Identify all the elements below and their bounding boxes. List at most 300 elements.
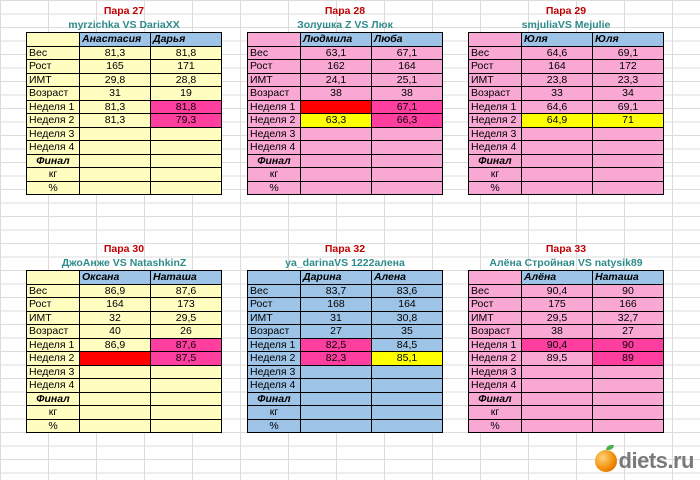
- table-cell: [151, 141, 222, 155]
- table-cell: 69,1: [593, 100, 664, 114]
- row-label: Неделя 4: [469, 379, 522, 393]
- table-cell: 34: [593, 87, 664, 101]
- row-label: Финал: [248, 392, 301, 406]
- table-cell: [80, 379, 151, 393]
- table-row: [248, 114, 443, 128]
- header-row: [469, 271, 664, 285]
- table-cell: [151, 127, 222, 141]
- table-cell: [301, 100, 372, 114]
- table-row: [469, 46, 664, 60]
- table-row: [248, 392, 443, 406]
- table-cell: [301, 379, 372, 393]
- table-row: [27, 73, 222, 87]
- table-cell: 83,6: [372, 284, 443, 298]
- participant-name: Алёна: [522, 271, 593, 285]
- header-row: [248, 271, 443, 285]
- table-cell: 81,3: [80, 114, 151, 128]
- table-row: [469, 365, 664, 379]
- row-label: Неделя 1: [248, 100, 301, 114]
- table-row: [469, 325, 664, 339]
- table-row: [248, 127, 443, 141]
- table-cell: 29,5: [522, 311, 593, 325]
- table-row: [27, 181, 222, 195]
- table-cell: [593, 392, 664, 406]
- row-label: Финал: [27, 392, 80, 406]
- table-cell: 66,3: [372, 114, 443, 128]
- row-label: Финал: [469, 392, 522, 406]
- table-cell: [80, 127, 151, 141]
- participant-name: Юля: [593, 33, 664, 47]
- pair-block: [468, 242, 664, 433]
- row-label: кг: [248, 168, 301, 182]
- table-cell: [522, 379, 593, 393]
- table-cell: 90: [593, 284, 664, 298]
- table-cell: 90: [593, 338, 664, 352]
- table-cell: [301, 127, 372, 141]
- row-label: %: [27, 181, 80, 195]
- table-cell: 28,8: [151, 73, 222, 87]
- row-label: Неделя 3: [248, 127, 301, 141]
- table-cell: [301, 392, 372, 406]
- table-row: [27, 406, 222, 420]
- results-table: [247, 32, 443, 195]
- table-row: [27, 338, 222, 352]
- table-row: [469, 87, 664, 101]
- row-label: Вес: [469, 46, 522, 60]
- table-cell: [522, 419, 593, 433]
- table-cell: 19: [151, 87, 222, 101]
- table-cell: [372, 379, 443, 393]
- table-cell: [522, 168, 593, 182]
- row-label: Неделя 3: [27, 365, 80, 379]
- table-cell: 29,8: [80, 73, 151, 87]
- row-label: ИМТ: [248, 73, 301, 87]
- table-cell: [301, 365, 372, 379]
- table-cell: [372, 419, 443, 433]
- table-row: [248, 311, 443, 325]
- table-cell: 32: [80, 311, 151, 325]
- pair-title: Пара 32: [324, 243, 366, 255]
- table-row: [469, 298, 664, 312]
- table-cell: 81,8: [151, 46, 222, 60]
- table-cell: 166: [593, 298, 664, 312]
- participant-name: Дарья: [151, 33, 222, 47]
- table-row: [469, 168, 664, 182]
- table-cell: [372, 365, 443, 379]
- pair-subtitle: Алёна Стройная VS natysik89: [489, 257, 643, 269]
- table-cell: [151, 181, 222, 195]
- row-label: Неделя 1: [27, 338, 80, 352]
- row-label: Вес: [248, 46, 301, 60]
- table-cell: [151, 419, 222, 433]
- table-row: [469, 114, 664, 128]
- table-cell: 82,5: [301, 338, 372, 352]
- table-cell: [372, 168, 443, 182]
- table-cell: [522, 406, 593, 420]
- table-row: [469, 181, 664, 195]
- table-cell: 64,9: [522, 114, 593, 128]
- table-row: [469, 352, 664, 366]
- row-label: %: [27, 419, 80, 433]
- row-label: %: [469, 419, 522, 433]
- logo-text: diets.ru: [618, 448, 694, 473]
- table-cell: 38: [372, 87, 443, 101]
- table-cell: 23,3: [593, 73, 664, 87]
- table-cell: 175: [522, 298, 593, 312]
- row-label: Финал: [27, 154, 80, 168]
- table-row: [27, 352, 222, 366]
- header-blank-cell: [248, 33, 301, 47]
- table-cell: 67,1: [372, 100, 443, 114]
- table-cell: 84,5: [372, 338, 443, 352]
- table-cell: 81,3: [80, 46, 151, 60]
- row-label: Неделя 2: [27, 114, 80, 128]
- table-row: [27, 46, 222, 60]
- table-cell: 24,1: [301, 73, 372, 87]
- header-row: [27, 33, 222, 47]
- row-label: Неделя 1: [248, 338, 301, 352]
- row-label: кг: [469, 168, 522, 182]
- table-cell: 168: [301, 298, 372, 312]
- header-blank-cell: [469, 271, 522, 285]
- pair-subtitle: ДжоАнже VS NatashkinZ: [61, 257, 187, 269]
- table-cell: [151, 392, 222, 406]
- table-row: [27, 365, 222, 379]
- participant-name: Алена: [372, 271, 443, 285]
- table-cell: [372, 141, 443, 155]
- row-label: Финал: [469, 154, 522, 168]
- table-cell: [372, 127, 443, 141]
- table-cell: 31: [301, 311, 372, 325]
- participant-name: Анастасия: [80, 33, 151, 47]
- table-cell: [593, 168, 664, 182]
- table-row: [248, 87, 443, 101]
- table-cell: 86,9: [80, 284, 151, 298]
- table-cell: [151, 365, 222, 379]
- table-cell: 27: [593, 325, 664, 339]
- pair-title: Пара 29: [545, 5, 587, 17]
- table-cell: 164: [522, 60, 593, 74]
- participant-name: Люба: [372, 33, 443, 47]
- table-row: [27, 168, 222, 182]
- table-cell: 64,6: [522, 46, 593, 60]
- table-row: [27, 100, 222, 114]
- table-row: [248, 406, 443, 420]
- table-row: [248, 365, 443, 379]
- table-row: [248, 46, 443, 60]
- table-cell: 40: [80, 325, 151, 339]
- row-label: Вес: [27, 284, 80, 298]
- table-row: [469, 419, 664, 433]
- row-label: ИМТ: [248, 311, 301, 325]
- table-cell: [593, 127, 664, 141]
- pair-title: Пара 30: [103, 243, 145, 255]
- table-cell: 87,6: [151, 338, 222, 352]
- table-row: [27, 127, 222, 141]
- table-cell: 87,6: [151, 284, 222, 298]
- table-cell: 63,1: [301, 46, 372, 60]
- table-cell: 30,8: [372, 311, 443, 325]
- table-cell: 26: [151, 325, 222, 339]
- row-label: Неделя 2: [27, 352, 80, 366]
- table-cell: [522, 181, 593, 195]
- table-cell: [151, 168, 222, 182]
- header-blank-cell: [469, 33, 522, 47]
- table-row: [27, 141, 222, 155]
- row-label: Рост: [469, 60, 522, 74]
- table-cell: 164: [80, 298, 151, 312]
- table-cell: 67,1: [372, 46, 443, 60]
- table-cell: [301, 141, 372, 155]
- table-row: [248, 325, 443, 339]
- header-row: [27, 271, 222, 285]
- table-row: [248, 352, 443, 366]
- table-row: [27, 311, 222, 325]
- table-cell: [80, 419, 151, 433]
- table-row: [27, 60, 222, 74]
- pair-title: Пара 28: [324, 5, 366, 17]
- pair-subtitle: myrzichka VS DariaXX: [68, 19, 180, 31]
- table-cell: [80, 352, 151, 366]
- table-cell: 71: [593, 114, 664, 128]
- row-label: Возраст: [469, 87, 522, 101]
- table-cell: [593, 365, 664, 379]
- row-label: Рост: [27, 298, 80, 312]
- table-cell: [372, 406, 443, 420]
- table-row: [27, 114, 222, 128]
- table-cell: [593, 419, 664, 433]
- table-cell: [301, 154, 372, 168]
- table-cell: 35: [372, 325, 443, 339]
- table-cell: 27: [301, 325, 372, 339]
- pair-title: Пара 33: [545, 243, 587, 255]
- table-cell: [593, 141, 664, 155]
- table-row: [27, 419, 222, 433]
- table-cell: 82,3: [301, 352, 372, 366]
- table-row: [248, 181, 443, 195]
- row-label: Неделя 3: [27, 127, 80, 141]
- row-label: Неделя 3: [248, 365, 301, 379]
- table-row: [248, 298, 443, 312]
- row-label: Неделя 2: [248, 352, 301, 366]
- table-row: [469, 100, 664, 114]
- row-label: Неделя 2: [469, 114, 522, 128]
- table-row: [469, 392, 664, 406]
- table-cell: 38: [301, 87, 372, 101]
- header-blank-cell: [248, 271, 301, 285]
- table-cell: [522, 392, 593, 406]
- row-label: ИМТ: [27, 311, 80, 325]
- table-row: [469, 127, 664, 141]
- table-cell: [301, 181, 372, 195]
- row-label: Рост: [469, 298, 522, 312]
- table-cell: 31: [80, 87, 151, 101]
- table-cell: [593, 379, 664, 393]
- pair-subtitle: Золушка Z VS Люк: [297, 19, 393, 31]
- table-cell: 69,1: [593, 46, 664, 60]
- table-cell: [80, 168, 151, 182]
- table-cell: [372, 181, 443, 195]
- row-label: кг: [27, 406, 80, 420]
- pair-title: Пара 27: [103, 5, 145, 17]
- row-label: Рост: [248, 298, 301, 312]
- table-cell: 86,9: [80, 338, 151, 352]
- table-cell: 64,6: [522, 100, 593, 114]
- table-cell: 81,3: [80, 100, 151, 114]
- table-cell: [80, 141, 151, 155]
- table-row: [27, 325, 222, 339]
- site-logo: [595, 446, 694, 476]
- participant-name: Людмила: [301, 33, 372, 47]
- row-label: Неделя 4: [469, 141, 522, 155]
- row-label: Неделя 3: [469, 127, 522, 141]
- row-label: ИМТ: [469, 311, 522, 325]
- participant-name: Дарина: [301, 271, 372, 285]
- row-label: Неделя 2: [469, 352, 522, 366]
- results-table: [468, 270, 664, 433]
- table-cell: 164: [372, 298, 443, 312]
- table-cell: 29,5: [151, 311, 222, 325]
- participant-name: Оксана: [80, 271, 151, 285]
- table-cell: [80, 406, 151, 420]
- table-row: [469, 311, 664, 325]
- results-table: [468, 32, 664, 195]
- row-label: Рост: [248, 60, 301, 74]
- table-cell: 173: [151, 298, 222, 312]
- table-cell: [522, 154, 593, 168]
- row-label: Возраст: [27, 325, 80, 339]
- header-row: [248, 33, 443, 47]
- table-row: [248, 284, 443, 298]
- participant-name: Юля: [522, 33, 593, 47]
- row-label: Неделя 4: [248, 141, 301, 155]
- results-table: [26, 32, 222, 195]
- table-row: [248, 100, 443, 114]
- row-label: Возраст: [469, 325, 522, 339]
- header-blank-cell: [27, 271, 80, 285]
- table-cell: 38: [522, 325, 593, 339]
- table-row: [27, 284, 222, 298]
- table-cell: [522, 127, 593, 141]
- table-cell: [151, 379, 222, 393]
- table-cell: [151, 406, 222, 420]
- row-label: Вес: [248, 284, 301, 298]
- pair-block: [247, 242, 443, 433]
- table-cell: 83,7: [301, 284, 372, 298]
- table-row: [469, 60, 664, 74]
- row-label: Возраст: [27, 87, 80, 101]
- table-row: [469, 379, 664, 393]
- row-label: Вес: [469, 284, 522, 298]
- header-blank-cell: [27, 33, 80, 47]
- table-cell: 90,4: [522, 284, 593, 298]
- table-row: [27, 87, 222, 101]
- row-label: кг: [469, 406, 522, 420]
- row-label: Неделя 3: [469, 365, 522, 379]
- table-cell: [301, 168, 372, 182]
- table-cell: 81,8: [151, 100, 222, 114]
- table-cell: 89: [593, 352, 664, 366]
- table-cell: [593, 154, 664, 168]
- table-cell: 85,1: [372, 352, 443, 366]
- table-cell: 165: [80, 60, 151, 74]
- results-table: [26, 270, 222, 433]
- table-row: [248, 168, 443, 182]
- table-cell: [80, 392, 151, 406]
- row-label: ИМТ: [469, 73, 522, 87]
- pair-block: [26, 242, 222, 433]
- table-row: [27, 154, 222, 168]
- row-label: ИМТ: [27, 73, 80, 87]
- table-cell: 33: [522, 87, 593, 101]
- row-label: Неделя 4: [27, 379, 80, 393]
- table-row: [248, 338, 443, 352]
- table-cell: [522, 141, 593, 155]
- table-cell: 172: [593, 60, 664, 74]
- table-cell: 171: [151, 60, 222, 74]
- row-label: Вес: [27, 46, 80, 60]
- table-cell: [522, 365, 593, 379]
- pair-subtitle: ya_darinaVS 1222алена: [285, 257, 405, 269]
- table-cell: 89,5: [522, 352, 593, 366]
- row-label: Неделя 4: [248, 379, 301, 393]
- table-row: [27, 392, 222, 406]
- row-label: Неделя 2: [248, 114, 301, 128]
- table-row: [248, 60, 443, 74]
- table-row: [248, 154, 443, 168]
- results-table: [247, 270, 443, 433]
- pair-block: [468, 4, 664, 195]
- row-label: Неделя 4: [27, 141, 80, 155]
- pair-block: [26, 4, 222, 195]
- table-cell: 25,1: [372, 73, 443, 87]
- table-row: [248, 419, 443, 433]
- table-cell: 63,3: [301, 114, 372, 128]
- row-label: %: [469, 181, 522, 195]
- table-cell: [151, 154, 222, 168]
- apple-icon: [595, 450, 617, 472]
- row-label: Неделя 1: [469, 338, 522, 352]
- table-cell: [372, 392, 443, 406]
- pair-block: [247, 4, 443, 195]
- row-label: %: [248, 181, 301, 195]
- table-cell: 90,4: [522, 338, 593, 352]
- table-cell: [593, 181, 664, 195]
- row-label: кг: [27, 168, 80, 182]
- table-cell: [80, 154, 151, 168]
- table-cell: [80, 181, 151, 195]
- table-cell: 164: [372, 60, 443, 74]
- table-cell: [372, 154, 443, 168]
- table-cell: 162: [301, 60, 372, 74]
- table-cell: 79,3: [151, 114, 222, 128]
- table-cell: 32,7: [593, 311, 664, 325]
- pair-subtitle: smjuliaVS Mejulie: [521, 19, 611, 31]
- table-row: [248, 379, 443, 393]
- row-label: %: [248, 419, 301, 433]
- table-row: [469, 141, 664, 155]
- row-label: кг: [248, 406, 301, 420]
- table-row: [27, 379, 222, 393]
- row-label: Неделя 1: [469, 100, 522, 114]
- table-row: [248, 73, 443, 87]
- table-cell: 23,8: [522, 73, 593, 87]
- row-label: Неделя 1: [27, 100, 80, 114]
- table-row: [469, 154, 664, 168]
- table-row: [469, 406, 664, 420]
- row-label: Возраст: [248, 87, 301, 101]
- table-row: [469, 338, 664, 352]
